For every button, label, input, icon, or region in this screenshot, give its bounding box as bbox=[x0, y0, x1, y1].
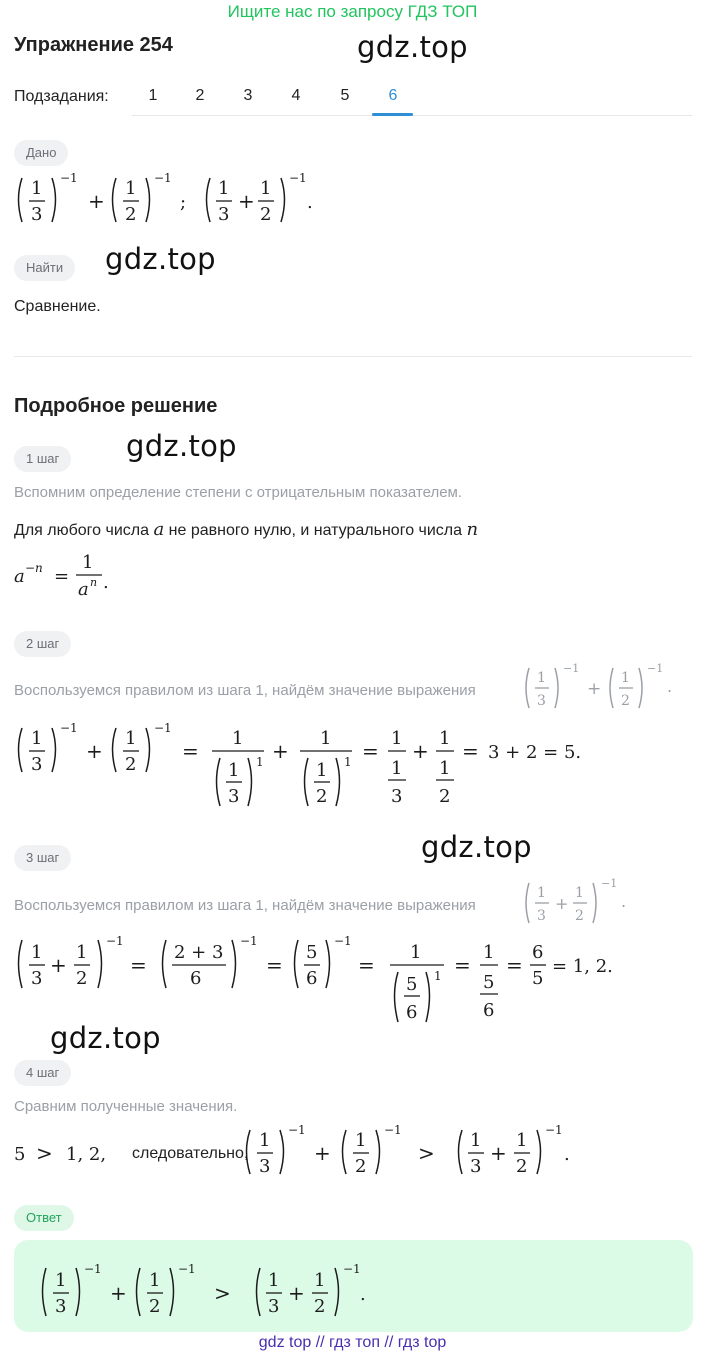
svg-text:2: 2 bbox=[314, 1296, 326, 1317]
svg-text:2: 2 bbox=[575, 908, 584, 924]
tab-2[interactable]: 2 bbox=[195, 87, 205, 104]
svg-text:n: n bbox=[90, 576, 98, 589]
tab-5[interactable]: 5 bbox=[340, 87, 350, 104]
svg-text:−1: −1 bbox=[178, 1262, 196, 1276]
svg-text:1: 1 bbox=[483, 942, 495, 963]
svg-text:3: 3 bbox=[31, 204, 43, 225]
svg-text:1: 1 bbox=[76, 942, 88, 963]
svg-text:2: 2 bbox=[260, 204, 272, 225]
step-1-hint: Вспомним определение степени с отрицательным показателем. bbox=[14, 484, 463, 501]
svg-text:3: 3 bbox=[537, 908, 546, 924]
svg-text:>: > bbox=[418, 1141, 435, 1165]
svg-text:6: 6 bbox=[406, 1002, 418, 1023]
svg-text:1: 1 bbox=[268, 1270, 280, 1291]
svg-text:a: a bbox=[14, 566, 25, 587]
svg-text:2: 2 bbox=[316, 786, 328, 807]
svg-text:a: a bbox=[78, 579, 89, 600]
answer-badge: Ответ bbox=[14, 1205, 74, 1231]
watermark: gdz.top bbox=[105, 242, 216, 276]
svg-text:1: 1 bbox=[470, 1130, 482, 1151]
answer-formula bbox=[38, 1260, 378, 1330]
svg-text:1: 1 bbox=[344, 755, 352, 769]
svg-text:1: 1 bbox=[575, 885, 584, 901]
svg-text:1: 1 bbox=[410, 942, 422, 963]
svg-text:+: + bbox=[288, 1281, 305, 1305]
svg-text:−1: −1 bbox=[384, 1123, 402, 1137]
svg-text:2: 2 bbox=[125, 754, 137, 775]
svg-text:=: = bbox=[362, 739, 379, 763]
step-3-formula bbox=[14, 932, 664, 1032]
svg-text:=: = bbox=[54, 566, 70, 587]
watermark: gdz.top bbox=[126, 429, 237, 463]
svg-text:2: 2 bbox=[439, 786, 451, 807]
svg-text:.: . bbox=[103, 572, 109, 593]
svg-text:3: 3 bbox=[259, 1156, 271, 1177]
svg-text:1: 1 bbox=[439, 758, 451, 779]
svg-text:.: . bbox=[564, 1144, 570, 1165]
tab-4[interactable]: 4 bbox=[291, 87, 301, 104]
search-banner[interactable]: Ищите нас по запросу ГДЗ ТОП bbox=[227, 2, 478, 21]
step-4-hint: Сравним полученные значения. bbox=[14, 1098, 238, 1115]
svg-text:.: . bbox=[307, 192, 313, 213]
step-3-badge: 3 шаг bbox=[14, 845, 71, 871]
step-4-conclusion: следовательно, bbox=[132, 1145, 249, 1162]
svg-text:−1: −1 bbox=[289, 171, 307, 185]
svg-text:+: + bbox=[314, 1141, 331, 1165]
svg-text:3: 3 bbox=[268, 1296, 280, 1317]
svg-text:1: 1 bbox=[31, 178, 43, 199]
svg-text:+: + bbox=[110, 1281, 127, 1305]
svg-text:+: + bbox=[238, 189, 255, 213]
svg-text:−1: −1 bbox=[334, 934, 352, 948]
step-4-comparison bbox=[242, 1120, 602, 1190]
svg-text:1: 1 bbox=[320, 728, 332, 749]
svg-text:;: ; bbox=[180, 192, 187, 213]
step-4-badge: 4 шаг bbox=[14, 1060, 71, 1086]
svg-text:1: 1 bbox=[218, 178, 230, 199]
tab-3[interactable]: 3 bbox=[243, 87, 253, 104]
svg-text:1: 1 bbox=[316, 760, 328, 781]
negative-exponent-definition bbox=[14, 550, 134, 605]
svg-text:−1: −1 bbox=[563, 662, 580, 675]
svg-text:3: 3 bbox=[31, 968, 43, 989]
svg-text:1: 1 bbox=[31, 728, 43, 749]
svg-text:6: 6 bbox=[532, 942, 544, 963]
svg-text:>: > bbox=[36, 1141, 53, 1165]
svg-text:1: 1 bbox=[621, 670, 630, 686]
solution-title: Подробное решение bbox=[14, 395, 218, 417]
given-formula bbox=[14, 168, 334, 238]
svg-text:1: 1 bbox=[314, 1270, 326, 1291]
svg-text:=: = bbox=[462, 739, 479, 763]
svg-text:1: 1 bbox=[391, 758, 403, 779]
svg-text:2: 2 bbox=[516, 1156, 528, 1177]
exercise-title: Упражнение 254 bbox=[14, 34, 173, 56]
svg-text:=: = bbox=[506, 953, 523, 977]
svg-text:1: 1 bbox=[439, 728, 451, 749]
svg-text:−1: −1 bbox=[106, 934, 124, 948]
svg-text:1: 1 bbox=[537, 885, 546, 901]
svg-text:1, 2,: 1, 2, bbox=[66, 1144, 107, 1165]
svg-text:1: 1 bbox=[55, 1270, 67, 1291]
svg-text:+: + bbox=[86, 739, 103, 763]
tab-6[interactable]: 6 bbox=[388, 87, 398, 104]
svg-text:2 + 3: 2 + 3 bbox=[174, 942, 224, 963]
svg-text:5: 5 bbox=[406, 974, 418, 995]
svg-text:5: 5 bbox=[483, 972, 495, 993]
svg-text:2: 2 bbox=[149, 1296, 161, 1317]
svg-text:+: + bbox=[490, 1141, 507, 1165]
svg-text:−1: −1 bbox=[343, 1262, 361, 1276]
svg-text:3: 3 bbox=[228, 786, 240, 807]
svg-text:5: 5 bbox=[532, 968, 544, 989]
step-2-formula bbox=[14, 718, 614, 818]
svg-text:=: = bbox=[358, 953, 375, 977]
svg-text:−1: −1 bbox=[154, 171, 172, 185]
divider bbox=[14, 356, 692, 357]
footer-links[interactable]: gdz top // гдз топ // гдз top bbox=[258, 1334, 447, 1351]
svg-text:1: 1 bbox=[256, 755, 264, 769]
svg-text:1: 1 bbox=[434, 969, 442, 983]
given-badge: Дано bbox=[14, 140, 68, 166]
svg-text:−1: −1 bbox=[154, 721, 172, 735]
svg-text:3: 3 bbox=[391, 786, 403, 807]
svg-text:1: 1 bbox=[232, 728, 244, 749]
active-tab-indicator bbox=[372, 113, 413, 116]
svg-text:−n: −n bbox=[25, 561, 43, 575]
svg-text:+: + bbox=[412, 739, 429, 763]
svg-text:1: 1 bbox=[259, 1130, 271, 1151]
svg-text:2: 2 bbox=[125, 204, 137, 225]
svg-text:=: = bbox=[454, 953, 471, 977]
svg-text:6: 6 bbox=[483, 1000, 495, 1021]
step-3-hint-formula bbox=[523, 877, 643, 932]
svg-text:−1: −1 bbox=[288, 1123, 306, 1137]
svg-text:1: 1 bbox=[149, 1270, 161, 1291]
svg-text:1: 1 bbox=[82, 552, 94, 573]
subtasks-label: Подзадания: bbox=[14, 88, 109, 105]
svg-text:2: 2 bbox=[76, 968, 88, 989]
svg-text:3: 3 bbox=[55, 1296, 67, 1317]
svg-text:3: 3 bbox=[470, 1156, 482, 1177]
svg-text:2: 2 bbox=[621, 693, 630, 709]
svg-text:1: 1 bbox=[31, 942, 43, 963]
svg-text:>: > bbox=[214, 1281, 231, 1305]
svg-text:−1: −1 bbox=[601, 877, 618, 890]
svg-text:+: + bbox=[587, 679, 602, 699]
svg-text:2: 2 bbox=[355, 1156, 367, 1177]
svg-text:3 + 2 = 5.: 3 + 2 = 5. bbox=[488, 742, 582, 763]
step-1-badge: 1 шаг bbox=[14, 446, 71, 472]
watermark: gdz.top bbox=[357, 30, 468, 64]
svg-text:6: 6 bbox=[190, 968, 202, 989]
svg-text:=: = bbox=[182, 739, 199, 763]
svg-text:3: 3 bbox=[31, 754, 43, 775]
svg-text:1: 1 bbox=[228, 760, 240, 781]
watermark: gdz.top bbox=[50, 1021, 161, 1055]
step-2-hint-formula bbox=[523, 662, 683, 717]
svg-text:1: 1 bbox=[260, 178, 272, 199]
find-badge: Найти bbox=[14, 255, 75, 281]
svg-text:+: + bbox=[50, 953, 67, 977]
svg-text:+: + bbox=[88, 189, 105, 213]
step-2-badge: 2 шаг bbox=[14, 631, 71, 657]
svg-text:1: 1 bbox=[516, 1130, 528, 1151]
svg-text:5: 5 bbox=[14, 1144, 26, 1165]
find-text: Сравнение. bbox=[14, 298, 101, 315]
svg-text:3: 3 bbox=[218, 204, 230, 225]
svg-text:1: 1 bbox=[391, 728, 403, 749]
svg-text:.: . bbox=[667, 677, 673, 696]
svg-text:.: . bbox=[360, 1284, 366, 1305]
watermark: gdz.top bbox=[421, 830, 532, 864]
step-3-hint: Воспользуемся правилом из шага 1, найдём значение выражения bbox=[14, 897, 476, 914]
svg-text:−1: −1 bbox=[60, 171, 78, 185]
svg-text:1: 1 bbox=[125, 728, 137, 749]
svg-text:1: 1 bbox=[537, 670, 546, 686]
svg-text:−1: −1 bbox=[647, 662, 664, 675]
svg-text:−1: −1 bbox=[240, 934, 258, 948]
svg-text:+: + bbox=[555, 894, 569, 913]
tab-1[interactable]: 1 bbox=[148, 87, 158, 104]
svg-text:−1: −1 bbox=[84, 1262, 102, 1276]
svg-text:=: = bbox=[266, 953, 283, 977]
svg-text:1: 1 bbox=[125, 178, 137, 199]
svg-text:1: 1 bbox=[355, 1130, 367, 1151]
svg-text:−1: −1 bbox=[60, 721, 78, 735]
step-1-text: Для любого числа a не равного нулю, и натурального числа n bbox=[14, 519, 479, 540]
svg-text:=: = bbox=[130, 953, 147, 977]
svg-text:6: 6 bbox=[306, 968, 318, 989]
step-2-hint: Воспользуемся правилом из шага 1, найдём значение выражения bbox=[14, 682, 476, 699]
svg-text:−1: −1 bbox=[545, 1123, 563, 1137]
svg-text:3: 3 bbox=[537, 693, 546, 709]
svg-text:+: + bbox=[272, 739, 289, 763]
subtask-tabs bbox=[132, 78, 692, 116]
svg-text:= 1, 2.: = 1, 2. bbox=[552, 956, 613, 977]
svg-text:5: 5 bbox=[306, 942, 318, 963]
svg-text:.: . bbox=[621, 892, 627, 911]
